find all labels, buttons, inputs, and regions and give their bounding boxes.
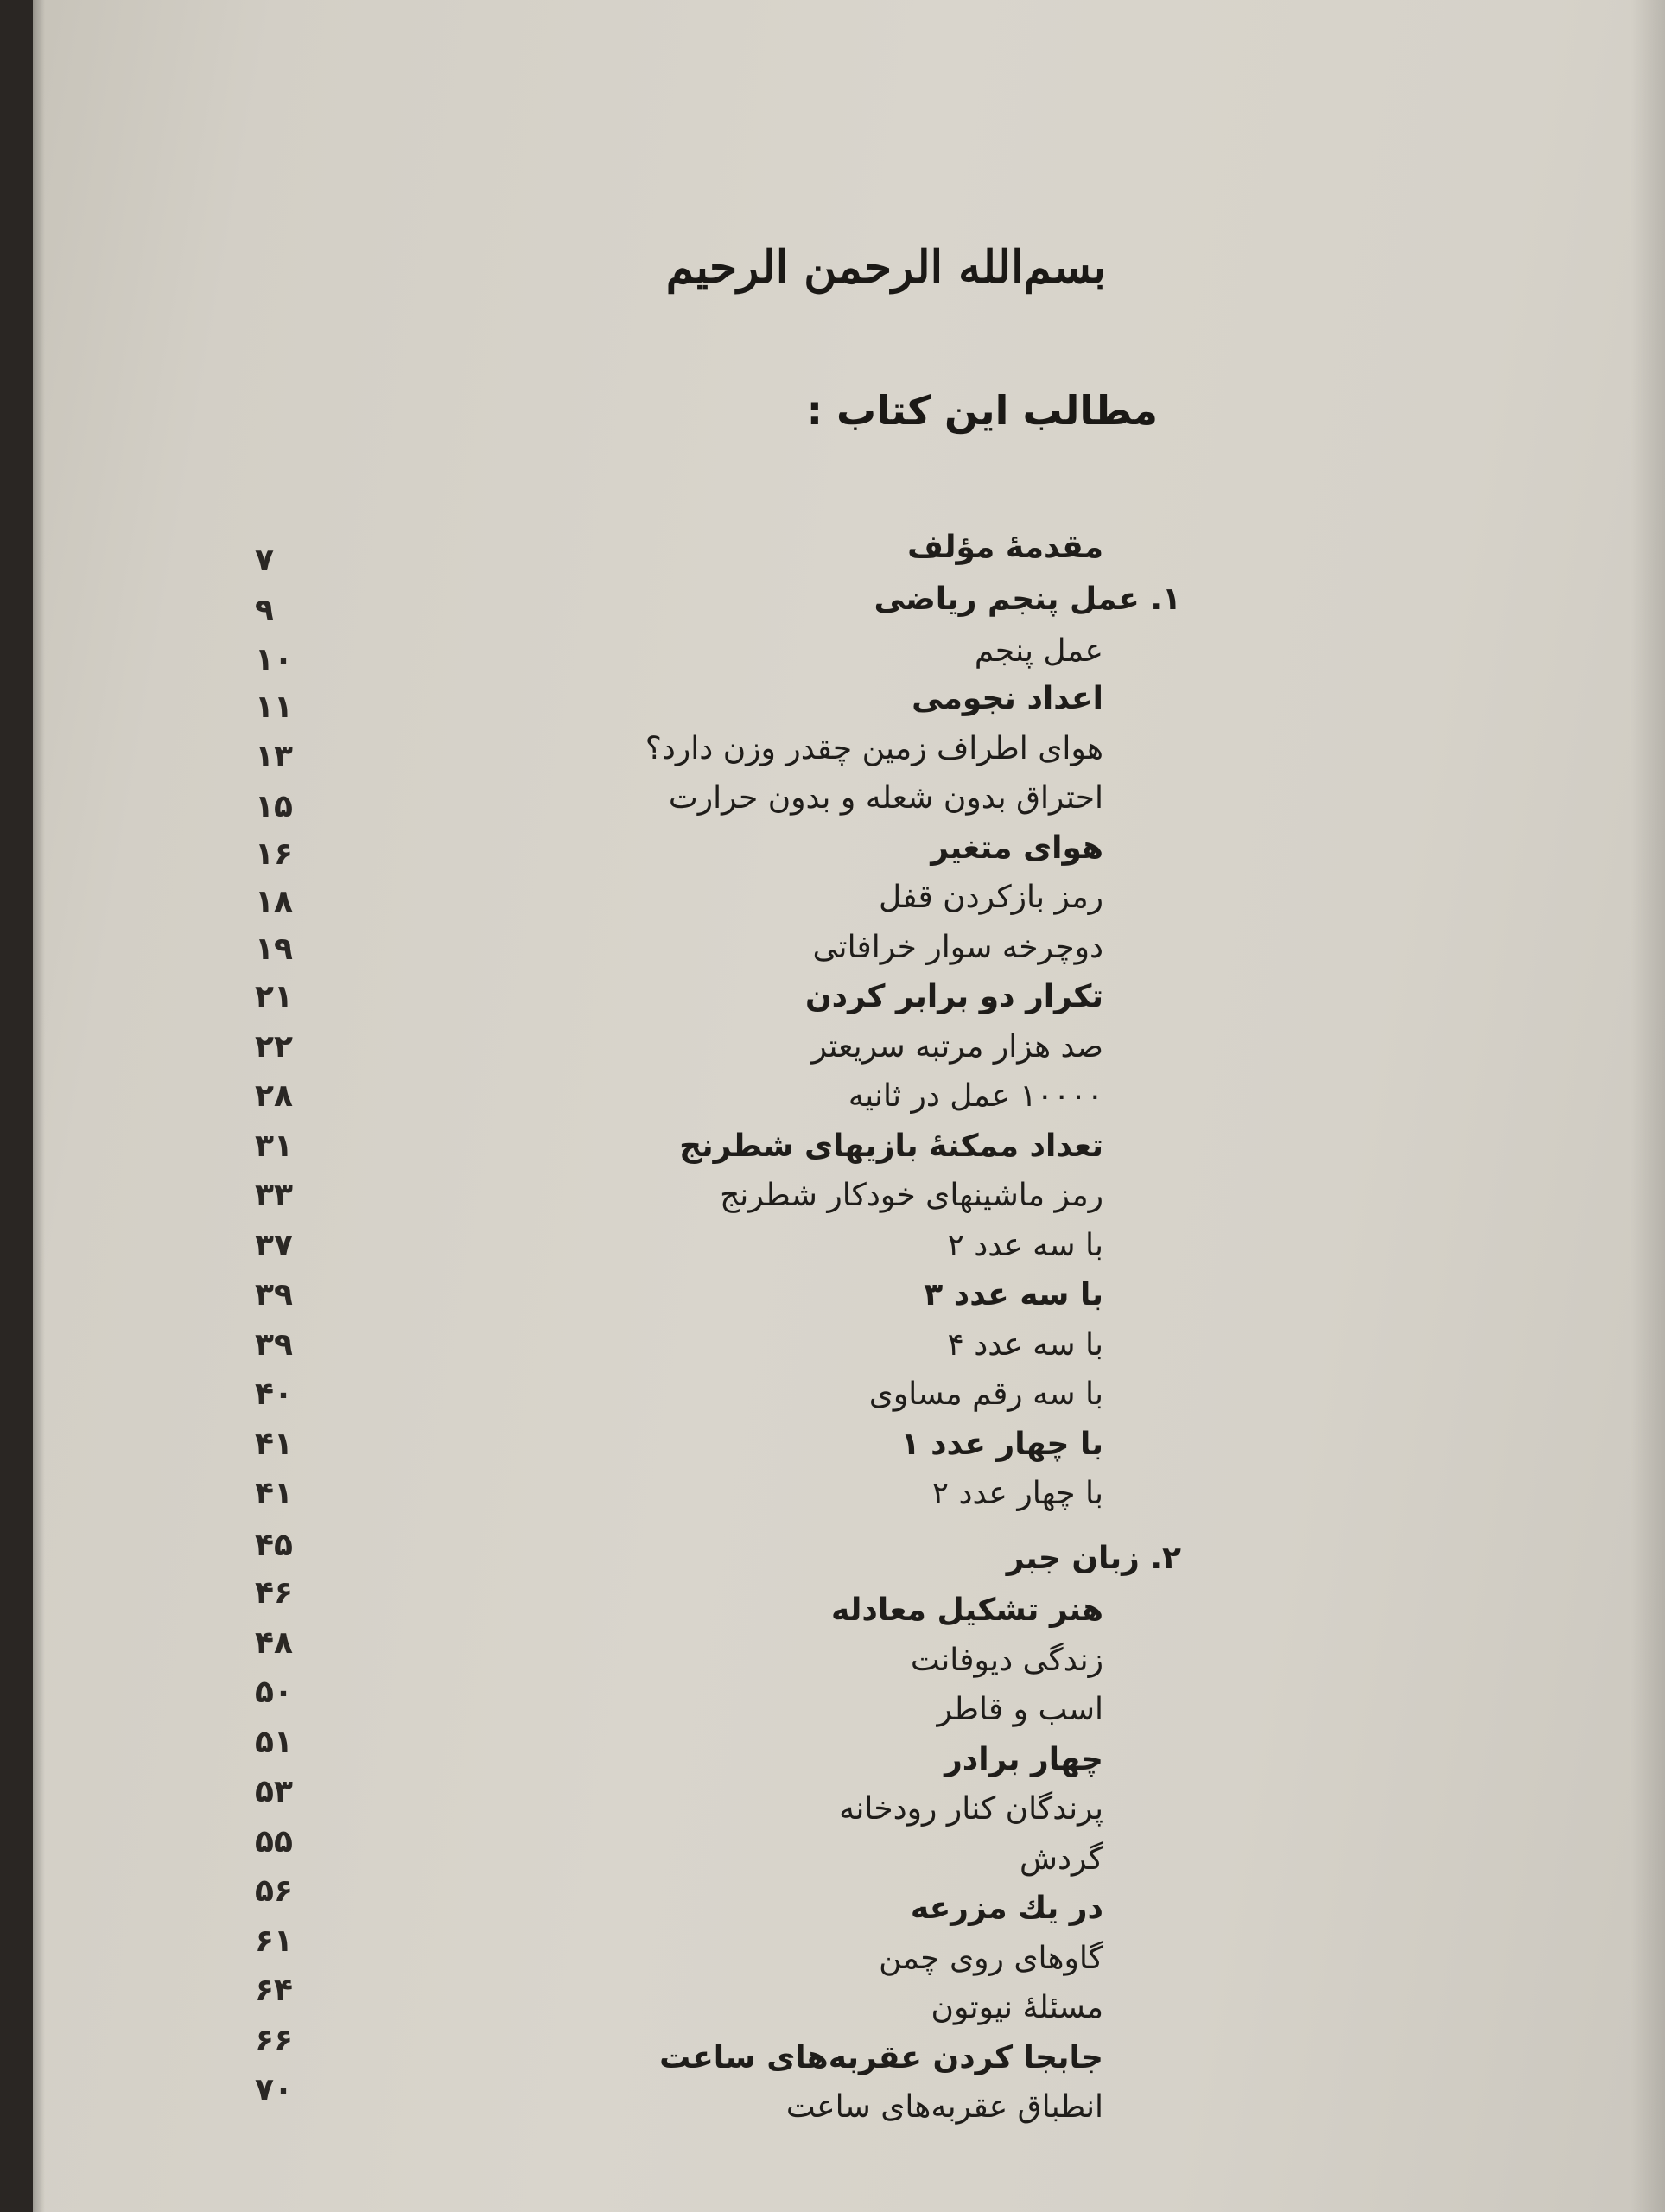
page-number: ۴۱ — [255, 1427, 293, 1462]
page-number: ۴۰ — [255, 1376, 293, 1412]
page-number: ۳۷ — [255, 1228, 293, 1263]
toc-entry: صد هزار مرتبه سریعتر — [811, 1029, 1103, 1065]
page-number: ۱۹ — [255, 931, 293, 967]
page-number: ۴۵ — [255, 1528, 293, 1563]
toc-entry: با سه عدد ۴ — [947, 1327, 1103, 1363]
toc-entry: هوای اطراف زمین چقدر وزن دارد؟ — [645, 731, 1103, 766]
page-number: ۷ — [255, 543, 274, 578]
page-number: ۱۳ — [255, 739, 293, 774]
page-number: ۱۶ — [255, 836, 293, 872]
page-number: ۱۸ — [255, 884, 293, 919]
page-number: ۱۰ — [255, 642, 293, 677]
toc-entry: زندگی دیوفانت — [910, 1643, 1103, 1678]
toc-entry: ۱۰۰۰۰ عمل در ثانیه — [848, 1078, 1103, 1114]
toc-entry: هنر تشکیل معادله — [831, 1592, 1103, 1628]
toc-entry: تکرار دو برابر کردن — [804, 979, 1103, 1014]
chapter-heading: ۱. عمل پنجم ریاضی — [874, 582, 1181, 617]
toc-entry: رمز ماشینهای خودکار شطرنج — [720, 1178, 1103, 1213]
page-number: ۴۱ — [255, 1476, 293, 1511]
toc-entry: چهار برادر — [944, 1742, 1103, 1777]
basmala-heading: بسم‌الله الرحمن الرحیم — [665, 241, 1106, 294]
toc-entry: مسئلهٔ نیوتون — [931, 1990, 1103, 2025]
toc-entry: گردش — [1020, 1841, 1103, 1877]
toc-entry: انطباق عقربه‌های ساعت — [785, 2089, 1103, 2125]
page-number: ۲۸ — [255, 1078, 293, 1114]
toc-title: مطالب این کتاب : — [806, 387, 1158, 434]
toc-entry: دوچرخه سوار خرافاتی — [812, 930, 1103, 965]
toc-entry: تعداد ممکنهٔ بازیهای شطرنج — [679, 1128, 1103, 1164]
page-number: ۲۲ — [255, 1029, 293, 1065]
toc-entry: با سه رقم مساوی — [868, 1376, 1103, 1412]
toc-entry: با سه عدد ۳ — [924, 1277, 1103, 1313]
page-number: ۳۳ — [255, 1178, 293, 1213]
page-number: ۳۹ — [255, 1327, 293, 1363]
toc-entry: اعداد نجومی — [912, 681, 1103, 716]
toc-entry: اسب و قاطر — [937, 1692, 1103, 1727]
toc-entry: مقدمهٔ مؤلف — [907, 530, 1103, 565]
toc-entry: هوای متغیر — [931, 830, 1103, 866]
page-number: ۴۸ — [255, 1625, 293, 1661]
toc-entry: جابجا کردن عقربه‌های ساعت — [659, 2040, 1103, 2075]
page-number: ۵۱ — [255, 1725, 293, 1760]
page-number: ۹ — [255, 593, 274, 628]
page-number: ۵۵ — [255, 1824, 293, 1859]
page-number: ۲۱ — [255, 979, 293, 1014]
page-number: ۵۳ — [255, 1774, 293, 1809]
toc-entry: در یك مزرعه — [910, 1891, 1103, 1926]
toc-entry: با چهار عدد ۲ — [931, 1476, 1103, 1511]
toc-entry: عمل پنجم — [974, 633, 1103, 669]
page-number: ۶۶ — [255, 2023, 293, 2058]
toc-entry: پرندگان کنار رودخانه — [839, 1791, 1103, 1827]
page-number: ۴۶ — [255, 1575, 293, 1611]
page-number: ۱۱ — [255, 690, 293, 725]
page-number: ۶۴ — [255, 1973, 293, 2008]
toc-entry: احتراق بدون شعله و بدون حرارت — [668, 780, 1103, 816]
chapter-heading: ۲. زبان جبر — [1006, 1541, 1181, 1576]
page-number: ۱۵ — [255, 789, 293, 824]
page-number: ۵۶ — [255, 1873, 293, 1909]
page-number: ۳۱ — [255, 1128, 293, 1164]
page-number: ۳۹ — [255, 1277, 293, 1313]
toc-entry: با چهار عدد ۱ — [900, 1427, 1103, 1462]
page-number: ۶۱ — [255, 1923, 293, 1959]
toc-entry: با سه عدد ۲ — [947, 1228, 1103, 1263]
toc-entry: گاوهای روی چمن — [879, 1941, 1103, 1976]
page-number: ۵۰ — [255, 1675, 293, 1710]
toc-entry: رمز بازکردن قفل — [879, 880, 1103, 915]
page-number: ۷۰ — [255, 2072, 293, 2107]
